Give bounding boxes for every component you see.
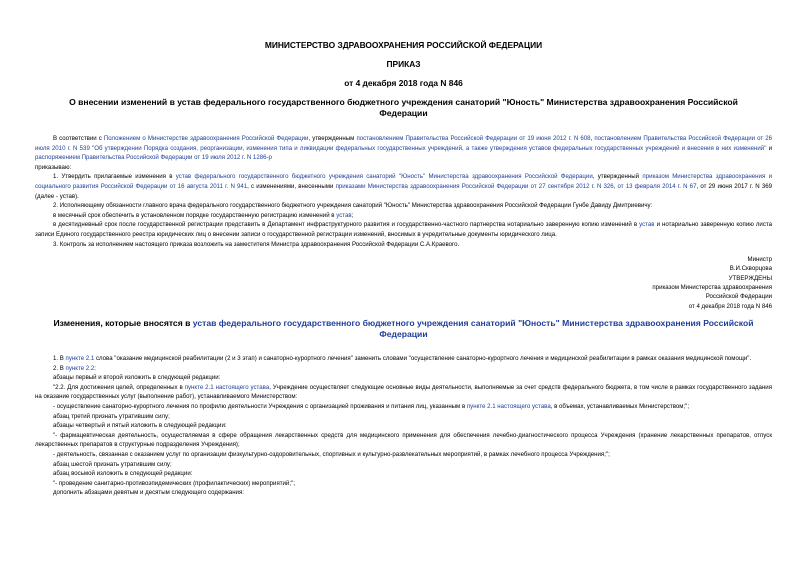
order-verb: приказываю:: [35, 163, 72, 171]
link-regulation[interactable]: Положением о Министерстве здравоохранения Российской Федерации: [103, 135, 309, 142]
changes-body: [35, 318, 772, 498]
item-2-1: в месячный срок обеспечить в установленном порядке государственную регистрацию изменений в устав;: [53, 211, 354, 219]
signature-name: В.И.Скворцова: [729, 265, 772, 273]
item-3: 3. Контроль за исполнением настоящего приказа возложить на заместителя Министра здравоохранения Российской Федерации С.А.Краевого.: [53, 240, 460, 248]
link-clause-2-2[interactable]: пункте 2.2: [65, 364, 95, 372]
link-order-1286[interactable]: распоряжением Правительства Российской Федерации от 19 июля 2012 г. N 1286-р: [35, 154, 272, 162]
change-7: абзацы четвертый и пятый изложить в следующей редакции:: [53, 422, 227, 430]
order-title: О внесении изменений в устав федерального государственного бюджетного учреждения санаторий "Юность" Министерства здравоохранения Российской Федерации: [69, 97, 738, 118]
item-2: 2. Исполняющему обязанности главного врача федерального государственного бюджетного учреждения санаторий "Юность" Министерства здравоохранения Российской Федерации Гунбе Давиду Дмитриевичу:: [53, 202, 653, 210]
change-5: - осуществление санаторно-курортного лечения по профилю деятельности Учреждения с организацией проживания и питания лиц, указанным в пункте 2.1 настоящего устава, в объемах, устанавливаемых Министерством;";: [53, 402, 690, 410]
link-charter-3[interactable]: устав: [639, 221, 655, 229]
link-order-326[interactable]: приказами Министерства здравоохранения Российской Федерации от 27 сентября 2012 г. N 326: [335, 182, 614, 190]
change-12: "- проведение санитарно-противоэпидемических (профилактических) мероприятий;";: [53, 479, 295, 487]
link-charter-title[interactable]: устав федерального государственного бюджетного учреждения санаторий "Юность" Министерства здравоохранения Российской Федерации: [192, 318, 754, 339]
link-order-941[interactable]: приказом Министерства здравоохранения и социального развития Российской Федерации от 16 августа 2011 г. N 941: [35, 173, 772, 190]
link-order-67[interactable]: от 13 февраля 2014 г. N 67: [617, 182, 697, 190]
date-number-heading: от 4 декабря 2018 года N 846: [344, 78, 463, 88]
approval-l4: от 4 декабря 2018 года N 846: [688, 302, 772, 310]
link-decree-539[interactable]: постановлением Правительства Российской Федерации от 26 июля 2010 г. N 539 "Об утверждении Порядка создания, реорганизации, изменения типа и ликвидации федеральных государственных учреждений, а также утверждения уставов федеральных государственных учреждений и внесения в них изменений": [35, 135, 773, 152]
link-clause-2-1-b[interactable]: пункте 2.1 настоящего устава: [184, 383, 270, 391]
ministry-heading: МИНИСТЕРСТВО ЗДРАВООХРАНЕНИЯ РОССИЙСКОЙ ФЕДЕРАЦИИ: [264, 40, 543, 50]
change-13: дополнить абзацами девятым и десятым следующего содержания:: [53, 489, 244, 497]
change-1: 1. В пункте 2.1 слова "оказание медицинской реабилитации (2 и 3 этап) и санаторно-курортного лечения" заменить словами "осуществление санаторно-курортного лечения и медицинской реабилитации в рамках оказания медицинской помощи".: [53, 355, 752, 362]
change-4: "2.2. Для достижения целей, определенных в пункте 2.1 настоящего устава, Учреждение осуществляет следующие основные виды деятельности, выполняемые за счет средств федерального бюджета, в том числе в рамках государственного задания на оказание государственных услуг (выполнение работ), устанавливаемого Министерством:: [35, 383, 772, 401]
item-1: 1. Утвердить прилагаемые изменения в устав федерального государственного бюджетного учреждения санаторий "Юность" Министерства здравоохранения Российской Федерации, утвержденный приказом Министерства здравоохранения и социального развития Российской Федерации от 16 августа 2011 г. N 941, с изменениями, внесенными приказами Министерства здравоохранения Российской Федерации от 27 сентября 2012 г. N 326, от 13 февраля 2014 г. N 67, от 29 июня 2017 г. N 369 (далее - устав).: [35, 173, 773, 200]
change-6: абзац третий признать утратившим силу;: [53, 412, 170, 420]
approval-l1: УТВЕРЖДЕНЫ: [728, 274, 772, 282]
link-charter[interactable]: устав федерального государственного бюджетного учреждения санаторий "Юность" Министерства здравоохранения Российской Федерации: [175, 173, 593, 181]
preamble-paragraph: В соответствии с Положением о Министерстве здравоохранения Российской Федерации, утвержденным постановлением Правительства Российской Федерации от 19 июня 2012 г. N 608, постановлением Правительства Российской Федерации от 26 июля 2010 г. N 539 "Об утверждении Порядка создания, реорганизации, изменения типа и ликвидации федеральных государственных учреждений, а также утверждения уставов федеральных государственных учреждений и внесения в них изменений" и распоряжением Правительства Российской Федерации от 19 июля 2012 г. N 1286-р: [35, 135, 773, 162]
change-2: 2. В пункте 2.2:: [53, 364, 96, 372]
change-10: абзац шестой признать утратившим силу;: [53, 460, 172, 468]
change-3: абзацы первый и второй изложить в следующей редакции:: [53, 374, 221, 382]
changes-title: Изменения, которые вносятся в устав федерального государственного бюджетного учреждения санаторий "Юность" Министерства здравоохранения Российской Федерации: [53, 318, 754, 339]
item-2-2: в десятидневный срок после государственной регистрации представить в Департамент инфраструктурного развития и государственно-частного партнерства нотариально заверенную копию изменений в устав и нотариально заверенную копию листа записи Единого государственного реестра юридических лиц о внесении записи о государственной регистрации изменений, вносимых в учредительные документы юридического лица.: [35, 221, 772, 238]
change-9: - деятельность, связанная с оказанием услуг по организации физкультурно-оздоровительных, спортивных и культурно-развлекательных мероприятий, в рамках лечебного процесса Учреждения;";: [53, 450, 610, 458]
approval-l2: приказом Министерства здравоохранения: [652, 284, 772, 292]
link-decree-608[interactable]: постановлением Правительства Российской Федерации от 19 июня 2012 г. N 608: [356, 135, 591, 142]
signature-position: Министр: [747, 256, 772, 264]
link-clause-2-1[interactable]: пункте 2.1: [65, 355, 95, 362]
approval-l3: Российской Федерации: [705, 293, 772, 301]
change-11: абзац восьмой изложить в следующей редакции:: [53, 470, 193, 478]
order-body: [35, 97, 772, 311]
link-charter-2[interactable]: устав: [336, 211, 352, 219]
link-clause-2-1-c[interactable]: пункте 2.1 настоящего устава: [466, 402, 551, 410]
change-8: "- фармацевтическая деятельность, осуществляемая в сфере обращения лекарственных средств для медицинского применения для обеспечения лечебно-диагностического процесса Учреждения (хранение лекарственных препаратов, отпуск лекарственных препаратов в структурные подразделения Учреждения);: [35, 431, 772, 449]
doc-type-heading: ПРИКАЗ: [386, 59, 421, 69]
